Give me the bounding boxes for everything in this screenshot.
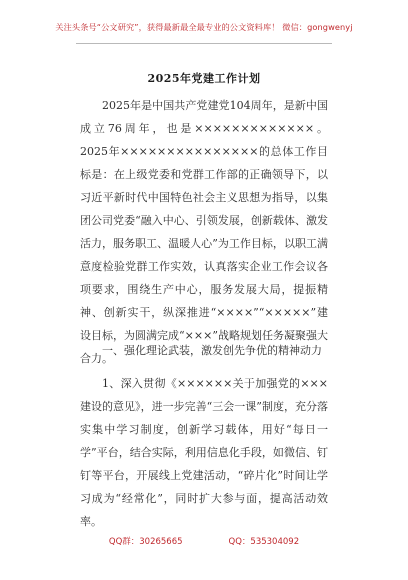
footer-qq: QQ：535304092 (228, 537, 300, 547)
footer-contact (0, 535, 408, 547)
paragraph-intro: 2025年是中国共产党建党104周年，是新中国成立76周年，也是×××××××××××××。2025年×××××××××××××××的总体工作目标是：在上级党委和党群工作部的正确领导下，以习近平新时代中国特色社会主义思想为指导，以集团公司党委“融入中心、引领发展，创新载体、激发活力，服务职工、温暖人心”为工作目标，以职工满意度检验党群工作实效，认真落实企业工作会议各项要求，围绕生产中心，服务发展大局，提振精神、创新实干，纵深推进“××××”“×××××”建设目标，为圆满完成“×××”战略规划任务凝聚强大合力。 (80, 99, 328, 365)
paragraph-intro-block (80, 94, 328, 370)
paragraph-item-1: 1、深入贯彻《××××××关于加强党的×××建设的意见》，进一步完善“三会一课”制度，充分落实集中学习制度，创新学习载体，用好“每日一学”平台，结合实际，利用信息化手段，如微信、钉钉等平台，开展线上党建活动，“碎片化”时间让学习成为“经常化”，同时扩大参与面，提高活动效率。 (80, 377, 328, 528)
document-title: 2025年党建工作计划 (147, 72, 261, 85)
header-divider (76, 43, 332, 44)
footer-qq-group: QQ群：30265665 (108, 537, 183, 547)
paragraph-item-1-block (80, 372, 328, 533)
header-banner: 关注头条号“公文研究”，获得最新最全最专业的公文资料库！ 微信：gongwenyj (55, 22, 353, 32)
section-heading-1: 一、强化理论武装，激发创先争优的精神动力 (102, 344, 322, 357)
